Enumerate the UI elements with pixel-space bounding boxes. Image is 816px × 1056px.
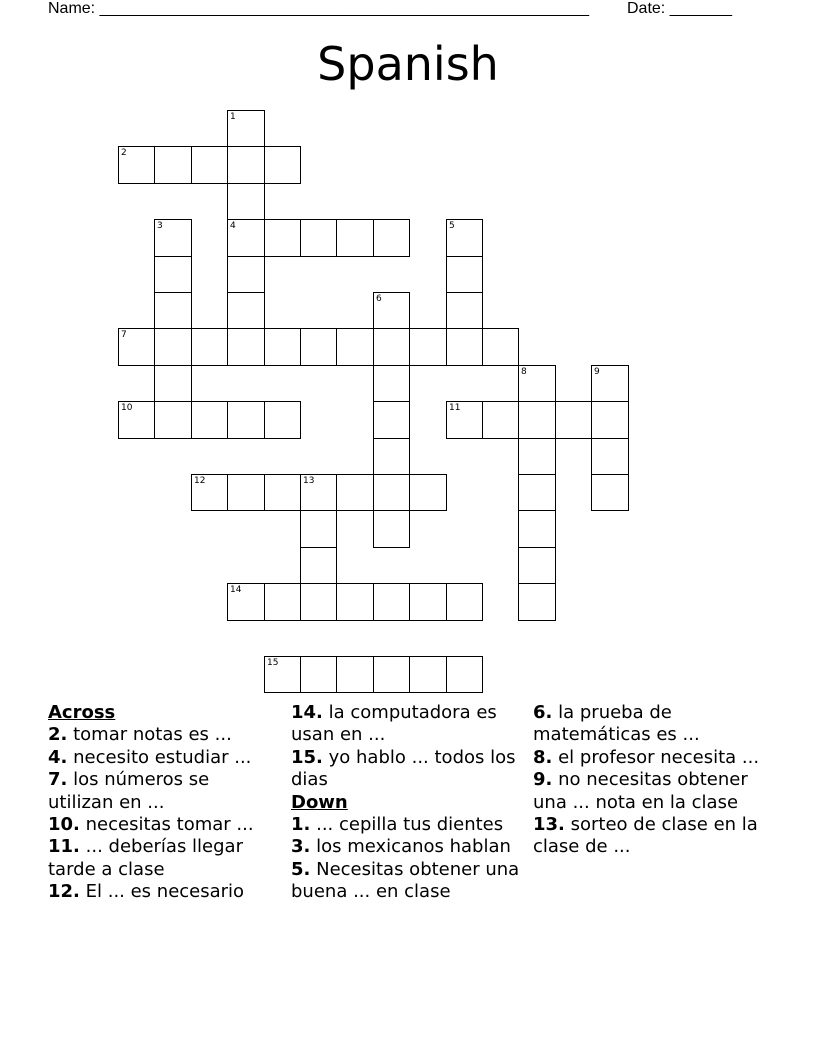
across-clue: 4. necesito estudiar ... [48, 746, 252, 768]
grid-cell[interactable] [373, 219, 410, 257]
grid-cell[interactable] [118, 401, 155, 439]
grid-cell[interactable] [336, 583, 374, 621]
grid-cell[interactable] [300, 474, 337, 511]
clue-number: 12 [194, 476, 206, 486]
grid-cell[interactable] [591, 365, 629, 402]
grid-cell[interactable] [154, 401, 192, 439]
across-clue: 10. necesitas tomar ... [48, 814, 254, 836]
grid-cell[interactable] [482, 328, 519, 366]
grid-cell[interactable] [264, 328, 301, 366]
across-clue: 2. tomar notas es ... [48, 724, 232, 746]
down-clue: 6. la prueba de matemáticas es ... [533, 702, 700, 746]
grid-cell[interactable] [264, 474, 301, 511]
grid-cell[interactable] [227, 474, 265, 511]
grid-cell[interactable] [264, 401, 301, 439]
clue-number: 6 [376, 294, 382, 304]
grid-cell[interactable] [118, 146, 155, 184]
clue-number: 9 [594, 367, 600, 377]
grid-cell[interactable] [300, 547, 337, 584]
clue-number: 3 [157, 221, 163, 231]
grid-cell[interactable] [227, 110, 265, 147]
grid-cell[interactable] [300, 219, 337, 257]
grid-cell[interactable] [373, 365, 410, 402]
grid-cell[interactable] [518, 438, 556, 475]
grid-cell[interactable] [446, 256, 483, 293]
down-clue: 8. el profesor necesita ... [533, 746, 760, 768]
grid-cell[interactable] [518, 510, 556, 548]
grid-cell[interactable] [227, 256, 265, 293]
clues-column-1 [48, 702, 276, 904]
clue-number: 14 [230, 585, 242, 595]
clues-column-2 [291, 702, 523, 904]
grid-cell[interactable] [446, 292, 483, 329]
grid-cell[interactable] [591, 474, 629, 511]
across-clue: 11. ... deberías llegar tarde a clase [48, 836, 243, 880]
grid-cell[interactable] [518, 583, 556, 621]
grid-cell[interactable] [227, 183, 265, 220]
name-field[interactable]: Name: _______________________________________________________ [48, 0, 589, 17]
grid-cell[interactable] [300, 510, 337, 548]
grid-cell[interactable] [373, 292, 410, 329]
clue-number: 15 [267, 658, 279, 668]
grid-cell[interactable] [409, 328, 447, 366]
grid-cell[interactable] [336, 474, 374, 511]
clue-number: 11 [449, 403, 461, 413]
clue-number: 1 [230, 112, 236, 122]
grid-cell[interactable] [482, 401, 519, 439]
grid-cell[interactable] [518, 365, 556, 402]
clue-number: 2 [121, 148, 127, 158]
grid-cell[interactable] [446, 656, 483, 693]
grid-cell[interactable] [446, 401, 483, 439]
grid-cell[interactable] [264, 146, 301, 184]
grid-cell[interactable] [591, 438, 629, 475]
clue-number: 13 [303, 476, 315, 486]
grid-cell[interactable] [446, 583, 483, 621]
grid-cell[interactable] [227, 401, 265, 439]
grid-cell[interactable] [264, 656, 301, 693]
grid-cell[interactable] [336, 328, 374, 366]
grid-cell[interactable] [446, 328, 483, 366]
grid-cell[interactable] [154, 365, 192, 402]
grid-cell[interactable] [227, 219, 265, 257]
page-title: Spanish [317, 37, 499, 91]
grid-cell[interactable] [154, 292, 192, 329]
grid-cell[interactable] [191, 328, 228, 366]
across-heading: Across [48, 702, 116, 723]
grid-cell[interactable] [154, 256, 192, 293]
grid-cell[interactable] [373, 401, 410, 439]
across-clue: 15. yo hablo ... todos los dias [291, 746, 516, 791]
grid-cell[interactable] [518, 474, 556, 511]
grid-cell[interactable] [409, 583, 447, 621]
grid-cell[interactable] [154, 219, 192, 257]
across-clue: 14. la computadora es usan en ... [291, 702, 497, 746]
grid-cell[interactable] [409, 656, 447, 693]
grid-cell[interactable] [300, 583, 337, 621]
grid-cell[interactable] [446, 219, 483, 257]
grid-cell[interactable] [518, 401, 556, 439]
down-clue: 13. sorteo de clase en la clase de ... [533, 814, 758, 858]
clues-column-3 [533, 702, 769, 859]
clue-number: 4 [230, 221, 236, 231]
grid-cell[interactable] [373, 474, 410, 511]
clue-number: 5 [449, 221, 455, 231]
grid-cell[interactable] [227, 146, 265, 184]
grid-cell[interactable] [227, 583, 265, 621]
grid-cell[interactable] [118, 328, 155, 366]
grid-cell[interactable] [264, 219, 301, 257]
grid-cell[interactable] [518, 547, 556, 584]
grid-cell[interactable] [409, 474, 447, 511]
down-clue: 9. no necesitas obtener una ... nota en la clase [533, 769, 748, 813]
clue-number: 8 [521, 367, 527, 377]
grid-cell[interactable] [264, 583, 301, 621]
grid-cell[interactable] [373, 510, 410, 548]
grid-cell[interactable] [555, 401, 592, 439]
date-field[interactable]: Date: _______ [627, 0, 732, 17]
grid-cell[interactable] [336, 219, 374, 257]
grid-cell[interactable] [300, 656, 337, 693]
grid-cell[interactable] [191, 146, 228, 184]
grid-cell[interactable] [191, 474, 228, 511]
down-heading: Down [291, 791, 348, 813]
across-clue: 12. El ... es necesario [48, 881, 245, 903]
grid-cell[interactable] [373, 328, 410, 366]
grid-cell[interactable] [373, 656, 410, 693]
grid-cell[interactable] [154, 328, 192, 366]
grid-cell[interactable] [227, 328, 265, 366]
across-clue: 7. los números se utilizan en ... [48, 769, 210, 813]
grid-cell[interactable] [373, 438, 410, 475]
grid-cell[interactable] [154, 146, 192, 184]
grid-cell[interactable] [300, 328, 337, 366]
down-clue: 1. ... cepilla tus dientes [291, 814, 504, 836]
grid-cell[interactable] [191, 401, 228, 439]
down-clue: 5. Necesitas obtener una buena ... en clase [291, 858, 520, 903]
grid-cell[interactable] [227, 292, 265, 329]
grid-cell[interactable] [336, 656, 374, 693]
grid-cell[interactable] [373, 583, 410, 621]
clue-number: 7 [121, 330, 127, 340]
clue-number: 10 [121, 403, 133, 413]
grid-cell[interactable] [591, 401, 629, 439]
down-clue: 3. los mexicanos hablan [291, 836, 511, 858]
